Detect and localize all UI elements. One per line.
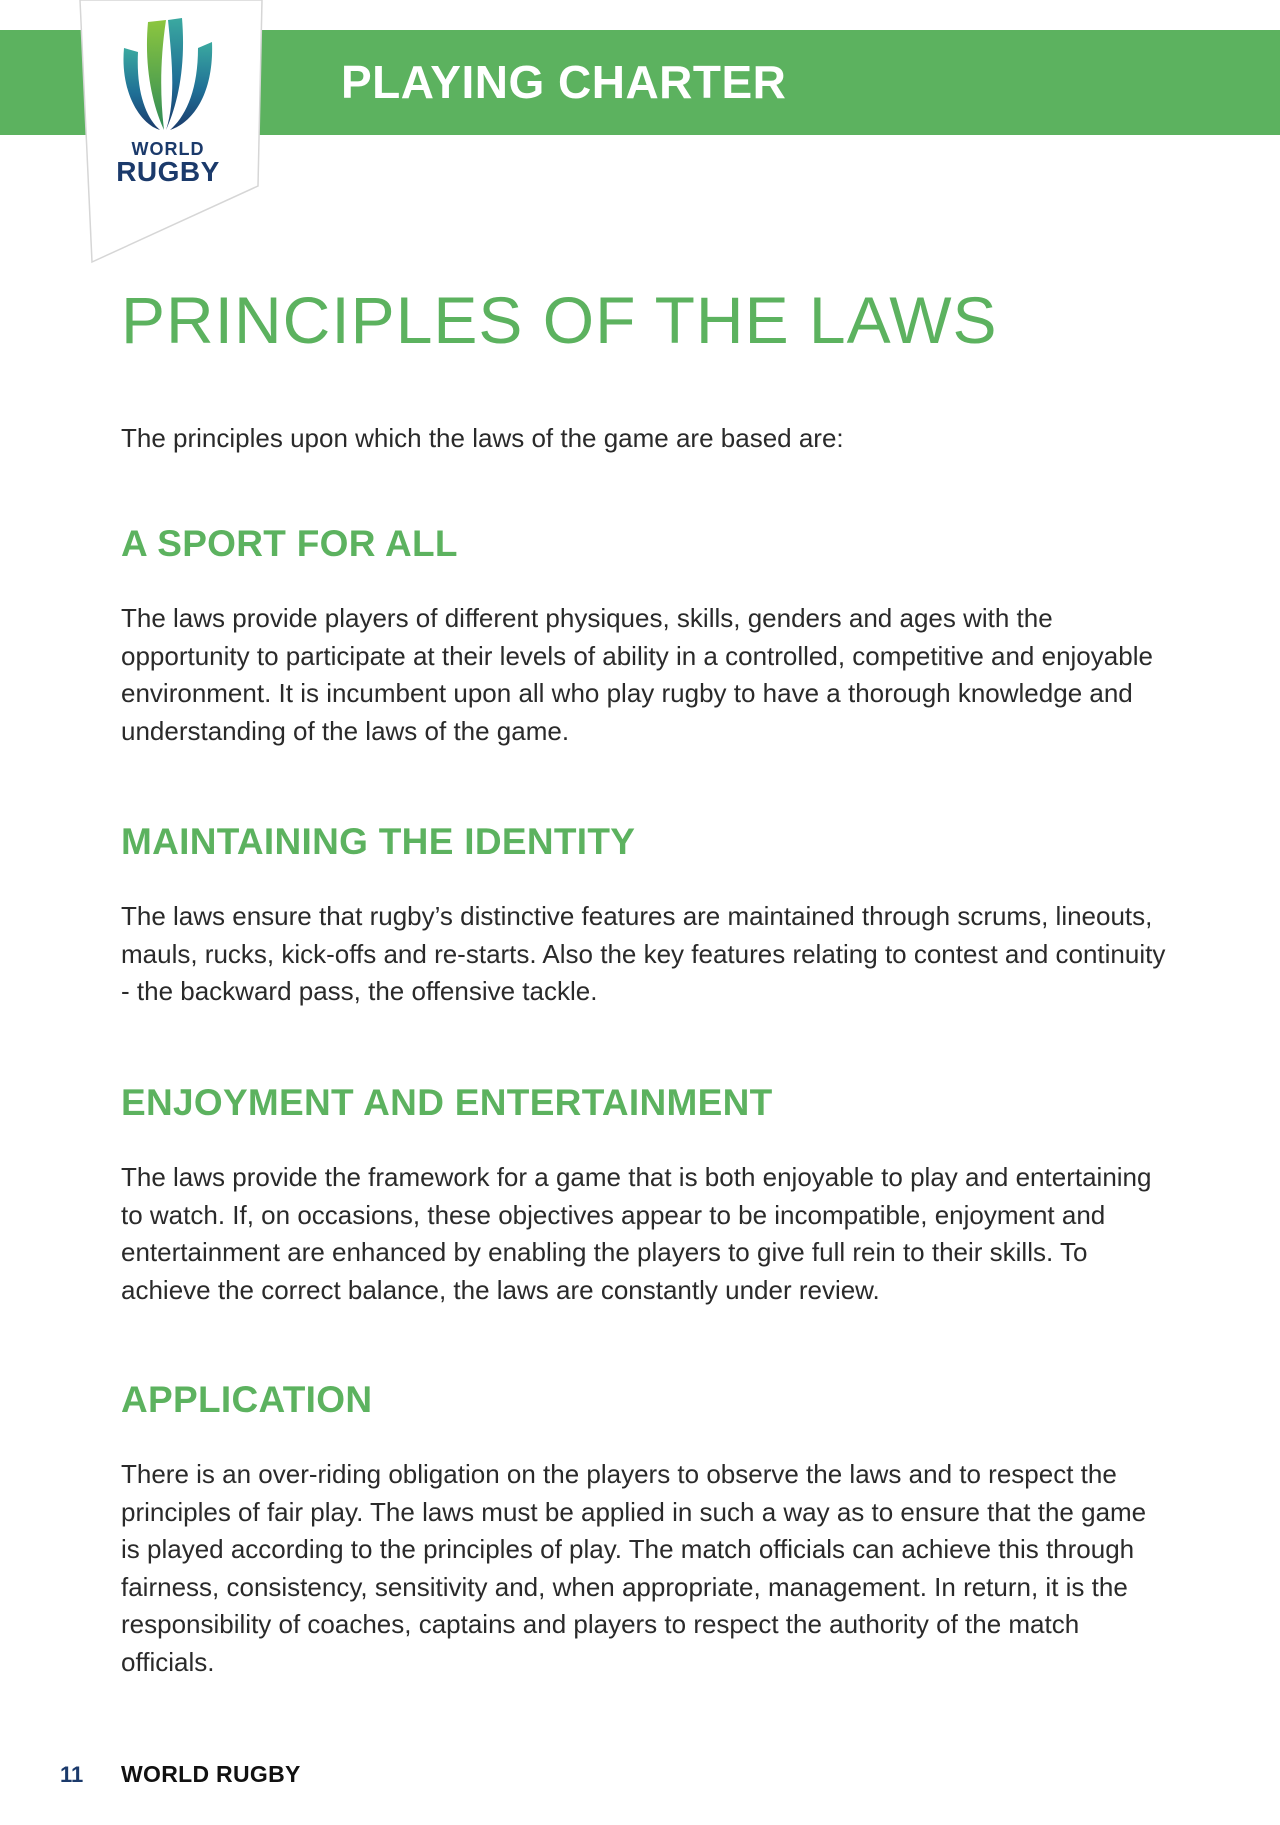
section-heading: ENJOYMENT AND ENTERTAINMENT xyxy=(121,1082,773,1123)
section-heading: MAINTAINING THE IDENTITY xyxy=(121,821,636,862)
section-body: The laws provide players of different physiques, skills, genders and ages with the opportunity to participate at their levels of ability in a controlled, competitive and enjoyable environment. It is incumbent upon all who play rugby to have a thorough knowledge and understanding of the laws of the game. xyxy=(121,603,1153,746)
page-number: 11 xyxy=(60,1762,84,1787)
section-heading: APPLICATION xyxy=(121,1379,373,1420)
logo-text-world: WORLD xyxy=(131,139,205,159)
section-sport-for-all xyxy=(121,522,1171,750)
section-maintaining-identity xyxy=(121,820,1171,1011)
footer-org-name: WORLD RUGBY xyxy=(121,1761,301,1787)
logo-shield xyxy=(0,0,280,270)
section-heading: A SPORT FOR ALL xyxy=(121,523,458,564)
page-title: PRINCIPLES OF THE LAWS xyxy=(121,283,998,357)
intro-text: The principles upon which the laws of the game are based are: xyxy=(121,423,844,453)
section-application xyxy=(121,1378,1171,1681)
section-body: There is an over-riding obligation on the players to observe the laws and to respect the principles of fair play. The laws must be applied in such a way as to ensure that the game is played according to the principles of play. The match officials can achieve this through fairness, consistency, sensitivity and, when appropriate, management. In return, it is the responsibility of coaches, captains and players to respect the authority of the match officials. xyxy=(121,1459,1147,1677)
logo-text-rugby: RUGBY xyxy=(116,156,220,187)
section-body: The laws provide the framework for a game that is both enjoyable to play and entertaining to watch. If, on occasions, these objectives appear to be incompatible, enjoyment and entertainment are enhanced by enabling the players to give full rein to their skills. To achieve the correct balance, the laws are constantly under review. xyxy=(121,1162,1152,1305)
section-enjoyment-entertainment xyxy=(121,1081,1171,1309)
section-body: The laws ensure that rugby’s distinctive features are maintained through scrums, lineouts, mauls, rucks, kick-offs and re-starts. Also the key features relating to contest and continuity - the backward pass, the offensive tackle. xyxy=(121,901,1166,1006)
header-title: PLAYING CHARTER xyxy=(341,56,787,108)
